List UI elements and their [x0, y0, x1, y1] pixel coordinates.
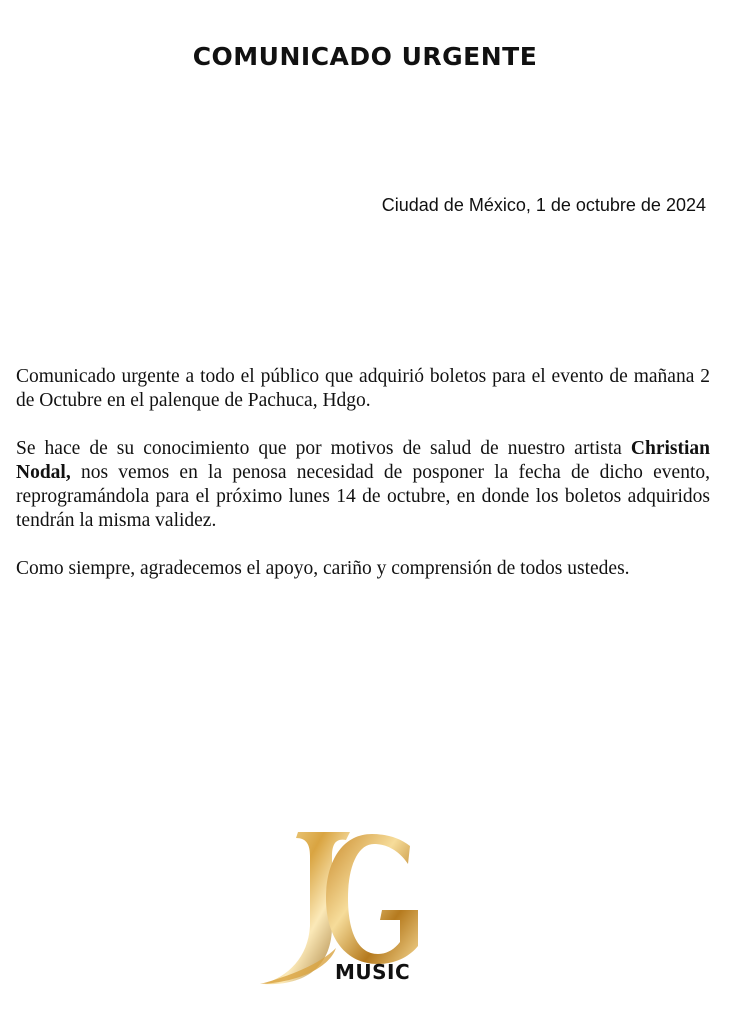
document-title: COMUNICADO URGENTE — [192, 42, 538, 71]
document-body — [16, 365, 710, 605]
paragraph-postponement — [16, 437, 710, 533]
logo-wordmark: MUSIC — [335, 960, 411, 984]
paragraph-announcement: Comunicado urgente a todo el público que adquirió boletos para el evento de mañana 2 de Octubre en el palenque de Pachuca, Hdgo. — [16, 366, 710, 411]
paragraph-postponement-intro: Se hace de su conocimiento que por motivos de salud de nuestro artista — [16, 438, 631, 459]
paragraph-thanks: Como siempre, agradecemos el apoyo, cariño y comprensión de todos ustedes. — [16, 558, 630, 579]
logo-letter-g — [326, 834, 418, 964]
dateline: Ciudad de México, 1 de octubre de 2024 — [381, 195, 706, 215]
artist-name: Christian Nodal, — [16, 438, 710, 483]
paragraph-postponement-details: nos vemos en la penosa necesidad de posponer la fecha de dicho evento, reprogramándola para el próximo lunes 14 de octubre, en donde los boletos adquiridos tendrán la misma validez. — [16, 462, 710, 531]
